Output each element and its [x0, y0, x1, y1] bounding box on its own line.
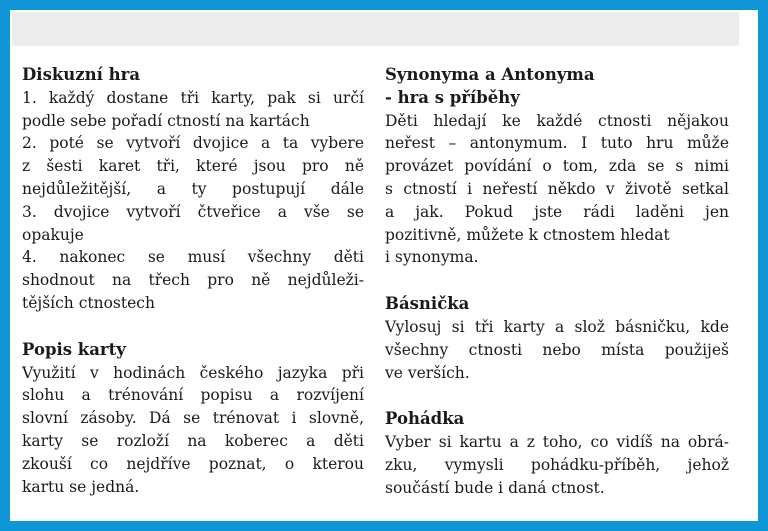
text-line: 2. poté se vytvoří dvojice a ta vybere [22, 134, 364, 153]
text-line: podle sebe pořadí ctností na kartách [22, 111, 310, 130]
text-line: ve verších. [385, 363, 470, 382]
text-line: nejdůležitější, a ty postupují dále [22, 179, 364, 198]
text-line: karty se rozloží na koberec a děti [22, 431, 364, 450]
section-title: Synonyma a Antonyma [385, 65, 595, 84]
section-pohadka [385, 408, 729, 499]
section-title: Pohádka [385, 409, 465, 429]
text-line: provázet povídání o tom, zda se s nimi [385, 157, 729, 176]
text-line: Využití v hodinách českého jazyka při [22, 363, 364, 382]
section-synonyma [385, 64, 729, 269]
text-line: 3. dvojice vytvoří čtveřice a vše se [22, 202, 364, 221]
text-line: 4. nakonec se musí všechny děti [22, 248, 364, 267]
text-line: kartu se jedná. [22, 477, 140, 496]
text-line: neřest – antonymum. I tuto hru může [385, 134, 729, 153]
text-line: s ctností i neřestí někdo v životě setkal [385, 179, 729, 198]
section-diskuzni-hra [22, 64, 364, 315]
text-line: a jak. Pokud jste rádi laděni jen [385, 202, 729, 221]
text-line: zku, vymysli pohádku-příběh, jehož [385, 455, 729, 474]
text-line: 1. každý dostane tři karty, pak si určí [22, 88, 364, 107]
text-line: opakuje [22, 225, 84, 244]
text-line: zkouší co nejdříve poznat, o kterou [22, 454, 364, 473]
section-popis-karty [22, 339, 364, 499]
text-line: součástí bude i daná ctnost. [385, 478, 605, 497]
text-line: z šesti karet tři, které jsou pro ně [22, 157, 364, 176]
text-line: slohu a trénování popisu a rozvíjení [22, 386, 364, 405]
text-line: Děti hledají ke každé ctnosti nějakou [385, 111, 729, 130]
text-line: i synonyma. [385, 248, 479, 267]
text-line: všechny ctnosti nebo místa použiješ [385, 340, 729, 359]
text-line: tějších ctnostech [22, 293, 155, 312]
header-bar [12, 12, 739, 46]
section-title: Básnička [385, 294, 470, 314]
left-column [22, 64, 364, 522]
text-line: Vyber si kartu a z toho, co vidíš na obrá- [385, 433, 729, 452]
section-title: Popis karty [22, 339, 126, 359]
section-title: Diskuzní hra [22, 65, 141, 84]
section-subtitle: - hra s příběhy [385, 87, 520, 107]
text-line: pozitivně, můžete k ctnostem hledat [385, 225, 670, 244]
right-column [385, 64, 729, 524]
text-line: slovní zásoby. Dá se trénovat i slovně, [22, 409, 364, 428]
text-line: Vylosuj si tři karty a slož básničku, kde [385, 317, 729, 336]
text-line: shodnout na třech pro ně nejdůleži- [22, 271, 364, 290]
section-basnicka [385, 293, 729, 384]
